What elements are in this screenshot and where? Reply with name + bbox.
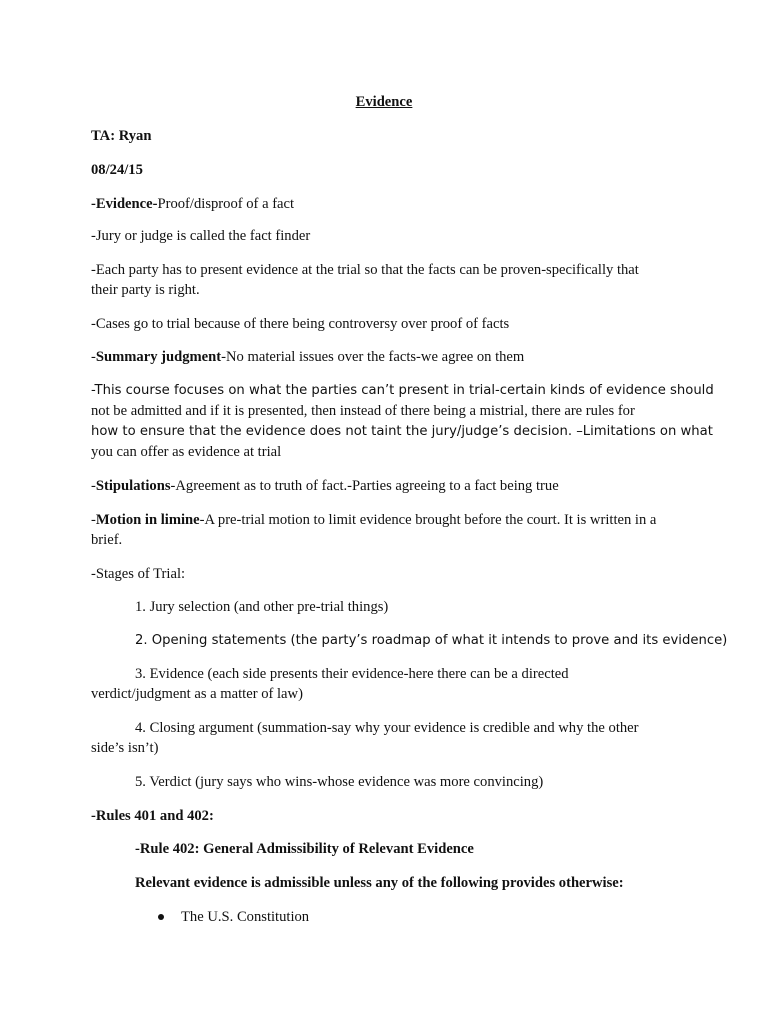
bullet-icon bbox=[158, 914, 164, 920]
rule-402-statement: Relevant evidence is admissible unless any of the following provides otherwise: bbox=[135, 875, 624, 891]
motion-prefix: - bbox=[91, 512, 96, 528]
paragraph-each-party-line-2: their party is right. bbox=[91, 282, 200, 298]
term-motion-in-limine: Motion in limine bbox=[95, 512, 200, 528]
stage-item-4-line-1: 4. Closing argument (summation-say why your evidence is credible and why the other bbox=[135, 720, 639, 736]
ta-line: TA: Ryan bbox=[91, 128, 152, 144]
paragraph-motion-in-limine-line-2: brief. bbox=[91, 532, 123, 548]
document-title: Evidence bbox=[355, 94, 413, 110]
definition-summary-judgment: -No material issues over the facts-we agree on them bbox=[221, 349, 525, 365]
stages-heading: -Stages of Trial: bbox=[91, 566, 186, 582]
rules-heading: -Rules 401 and 402: bbox=[91, 808, 214, 824]
term-stipulations: Stipulations bbox=[95, 478, 171, 494]
stage-item-4-line-2: side’s isn’t) bbox=[91, 740, 159, 756]
term-evidence: -Evidence- bbox=[91, 196, 158, 212]
paragraph-summary-judgment bbox=[91, 347, 524, 367]
stipulations-prefix: - bbox=[91, 478, 96, 494]
paragraph-course-focus-line-3: how to ensure that the evidence does not taint the jury/judge’s decision. –Limitations on what bbox=[91, 424, 713, 439]
stage-item-2: 2. Opening statements (the party’s roadmap of what it intends to prove and its evidence) bbox=[135, 633, 728, 648]
stage-item-3-line-1: 3. Evidence (each side presents their evidence-here there can be a directed bbox=[135, 666, 569, 682]
rule-402-heading: -Rule 402: General Admissibility of Relevant Evidence bbox=[135, 841, 474, 857]
paragraph-stipulations bbox=[91, 476, 559, 496]
stage-item-5: 5. Verdict (jury says who wins-whose evidence was more convincing) bbox=[135, 774, 544, 790]
term-summary-judgment: Summary judgment bbox=[95, 349, 222, 365]
date-line: 08/24/15 bbox=[91, 162, 143, 178]
stage-item-1: 1. Jury selection (and other pre-trial things) bbox=[135, 599, 389, 615]
paragraph-evidence-definition bbox=[91, 194, 294, 214]
paragraph-cases-to-trial: -Cases go to trial because of there being controversy over proof of facts bbox=[91, 316, 510, 332]
paragraph-each-party-line-1: -Each party has to present evidence at the trial so that the facts can be proven-specifically that bbox=[91, 262, 639, 278]
definition-motion-in-limine: -A pre-trial motion to limit evidence brought before the court. It is written in a bbox=[199, 512, 657, 528]
paragraph-motion-in-limine-line-1 bbox=[91, 510, 656, 530]
definition-evidence: Proof/disproof of a fact bbox=[157, 196, 295, 212]
paragraph-course-focus-line-2: not be admitted and if it is presented, then instead of there being a mistrial, there are rules for bbox=[91, 403, 635, 419]
paragraph-course-focus-line-4: you can offer as evidence at trial bbox=[91, 444, 282, 460]
bullet-item-constitution: The U.S. Constitution bbox=[181, 909, 310, 925]
paragraph-fact-finder: -Jury or judge is called the fact finder bbox=[91, 228, 311, 244]
summary-prefix: - bbox=[91, 349, 96, 365]
definition-stipulations: -Agreement as to truth of fact.-Parties agreeing to a fact being true bbox=[170, 478, 559, 494]
paragraph-course-focus-line-1: -This course focuses on what the parties can’t present in trial-certain kinds of evidence should bbox=[91, 383, 714, 398]
stage-item-3-line-2: verdict/judgment as a matter of law) bbox=[91, 686, 303, 702]
